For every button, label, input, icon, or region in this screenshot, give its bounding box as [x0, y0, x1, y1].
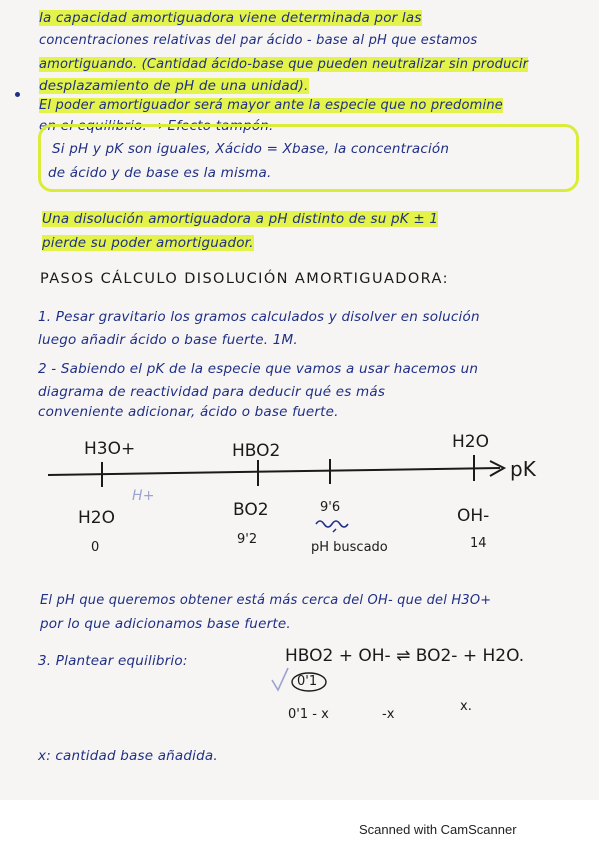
note-line: luego añadir ácido o base fuerte. 1M.: [38, 332, 298, 348]
note-text: amortiguando. (Cantidad ácido-base que pueden neutralizar sin producir: [39, 57, 529, 72]
species-h2o-top: H2O: [452, 432, 489, 452]
wavy-underline: [316, 521, 348, 527]
value-9-2: 9'2: [237, 532, 258, 547]
value-ph-buscado: pH buscado: [311, 540, 388, 555]
note-line: en el equilibrio. → Efecto tampón.: [39, 118, 274, 134]
note-line: 1. Pesar gravitario los gramos calculados y disolver en solución: [38, 309, 480, 325]
species-bo2: BO2: [233, 500, 269, 520]
note-text: Una disolución amortiguadora a pH distinto de su pK ± 1: [42, 211, 439, 227]
x-definition: x: cantidad base añadida.: [38, 748, 218, 764]
note-line: concentraciones relativas del par ácido - base al pH que estamos: [39, 33, 478, 48]
row-bo2: x.: [460, 699, 472, 714]
species-oh: OH-: [457, 506, 490, 526]
note-text: desplazamiento de pH de una unidad).: [39, 78, 309, 94]
axis-label-pk: pK: [510, 457, 536, 481]
note-line: 2 - Sabiendo el pK de la especie que vamos a usar hacemos un: [38, 361, 479, 377]
species-h2o-bottom: H2O: [78, 508, 115, 528]
faint-scribble: H+: [132, 488, 155, 504]
equilibrium-equation: HBO2 + OH- ⇌ BO2- + H2O.: [285, 646, 525, 666]
note-text: Si pH y pK son iguales, Xácido = Xbase, la concentración: [52, 141, 450, 157]
note-text: de ácido y de base es la misma.: [48, 165, 272, 181]
initial-concentration: 0'1: [297, 674, 318, 689]
value-9-6: 9'6: [320, 500, 341, 515]
value-14: 14: [470, 536, 487, 551]
check-mark: [272, 668, 288, 690]
note-line: El pH que queremos obtener está más cerca del OH- que del H3O+: [40, 593, 492, 608]
value-0: 0: [91, 540, 100, 555]
row-oh: -x: [382, 707, 395, 722]
note-line: conveniente adicionar, ácido o base fuerte.: [38, 404, 339, 420]
section-heading: PASOS CÁLCULO DISOLUCIÓN AMORTIGUADORA:: [40, 271, 449, 287]
note-line: por lo que adicionamos base fuerte.: [40, 616, 291, 632]
scanner-watermark: Scanned with CamScanner: [359, 822, 517, 837]
species-hbo2: HBO2: [232, 441, 281, 461]
note-text: la capacidad amortiguadora viene determinada por las: [39, 10, 422, 26]
note-text: pierde su poder amortiguador.: [42, 235, 254, 251]
step3-label: 3. Plantear equilibrio:: [38, 653, 188, 669]
note-text: El poder amortiguador será mayor ante la especie que no predomine: [39, 98, 503, 113]
wavy-mark: [333, 529, 336, 532]
row-hbo2: 0'1 - x: [288, 707, 329, 722]
species-h3o: H3O+: [84, 439, 136, 459]
note-line: diagrama de reactividad para deducir qué es más: [38, 384, 386, 400]
pk-axis-line: [48, 468, 500, 475]
